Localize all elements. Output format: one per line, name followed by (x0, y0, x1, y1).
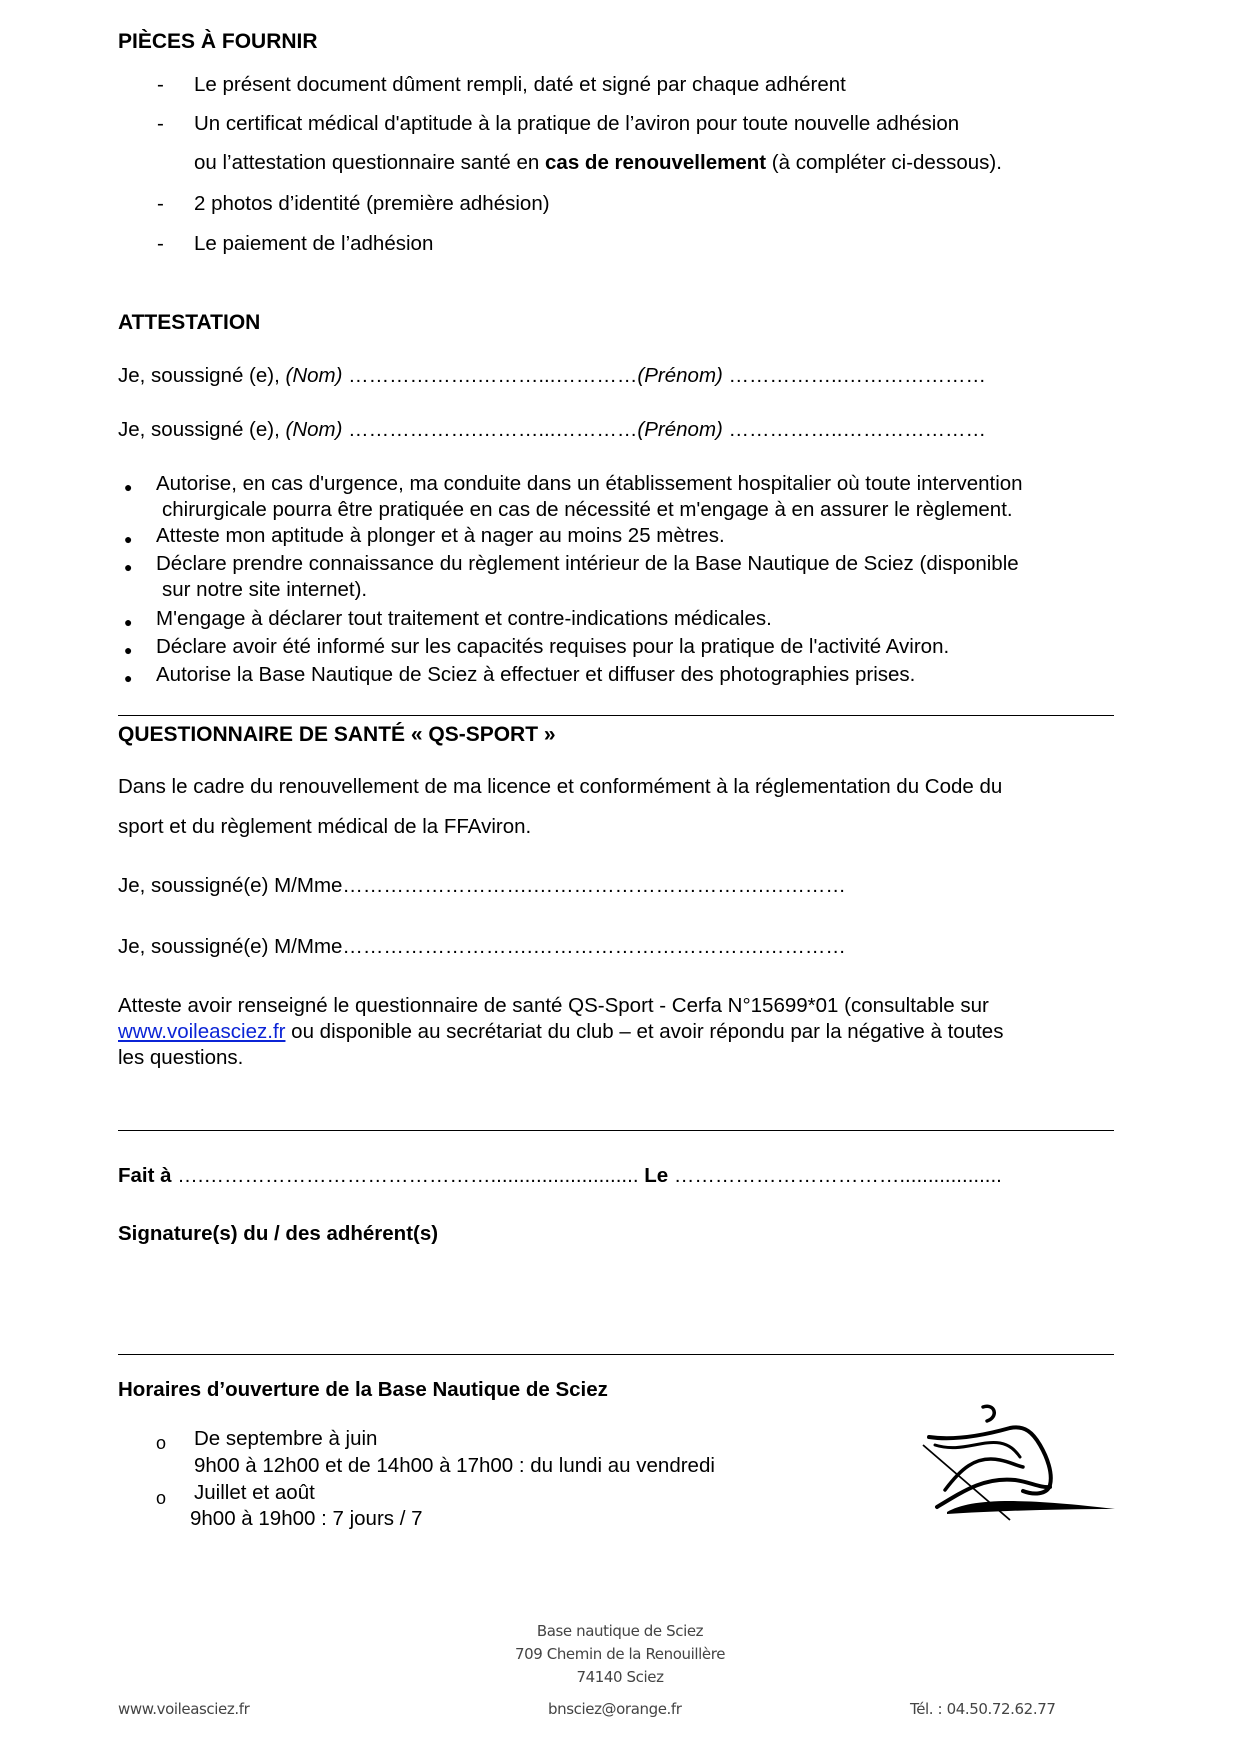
attestation-title: ATTESTATION (118, 311, 261, 334)
footer-address: 709 Chemin de la Renouillère (514, 1645, 726, 1663)
bullet-icon: ● (124, 559, 133, 575)
pieces-item: Un certificat médical d'aptitude à la pratique de l’aviron pour toute nouvelle adhésion (194, 112, 960, 135)
dash-marker: - (157, 232, 164, 255)
text: Je, soussigné (e), (118, 418, 286, 441)
text: ou l’attestation questionnaire santé en (194, 151, 546, 174)
fait-field[interactable]: ….…………………………………….......................... (171, 1164, 639, 1187)
nom-field[interactable]: ……………….………...………… (342, 364, 638, 387)
dash-marker: - (157, 192, 164, 215)
rower-logo-icon (915, 1395, 1130, 1530)
questionnaire-intro: Dans le cadre du renouvellement de ma licence et conformément à la réglementation du Code du (118, 775, 1003, 798)
footer-city: 74140 Sciez (576, 1668, 664, 1686)
signer-field-1[interactable]: Je, soussigné(e) M/Mme……………………….…………………………….………… (118, 874, 846, 897)
le-label: Le (638, 1164, 669, 1187)
nom-label: (Nom) (285, 418, 343, 441)
bullet-icon: ● (124, 531, 133, 547)
footer-phone: Tél. : 04.50.72.62.77 (910, 1700, 1056, 1718)
section-divider (118, 1354, 1114, 1355)
prenom-label: (Prénom) (637, 418, 723, 441)
text: ou disponible au secrétariat du club – et avoir répondu par la négative à toutes (285, 1020, 1004, 1043)
footer-org: Base nautique de Sciez (536, 1622, 704, 1640)
bullet-icon: ● (124, 642, 133, 658)
questionnaire-intro-continuation: sport et du règlement médical de la FFAviron. (118, 815, 532, 838)
bullet-icon: ● (124, 670, 133, 686)
pieces-title: PIÈCES À FOURNIR (118, 30, 318, 53)
attestation-item: Déclare prendre connaissance du règlement intérieur de la Base Nautique de Sciez (disponible (156, 552, 1019, 575)
dash-marker: - (157, 73, 164, 96)
prenom-label: (Prénom) (637, 364, 723, 387)
nom-field[interactable]: ……………….………...………… (342, 418, 638, 441)
section-divider (118, 1130, 1114, 1131)
signer-field-2[interactable]: Je, soussigné(e) M/Mme……………………….…………………………….………… (118, 935, 846, 958)
attestation-item: Déclare avoir été informé sur les capacités requises pour la pratique de l'activité Aviron. (156, 635, 950, 658)
pieces-item: 2 photos d’identité (première adhésion) (194, 192, 550, 215)
hours-title: Horaires d’ouverture de la Base Nautique de Sciez (118, 1378, 608, 1401)
nom-label: (Nom) (285, 364, 343, 387)
signature-label: Signature(s) du / des adhérent(s) (118, 1222, 439, 1245)
questionnaire-attest: Atteste avoir renseigné le questionnaire de santé QS-Sport - Cerfa N°15699*01 (consultable sur (118, 994, 989, 1017)
text: Je, soussigné (e), (118, 364, 286, 387)
attestation-item: M'engage à déclarer tout traitement et contre-indications médicales. (156, 607, 772, 630)
questionnaire-attest-line-2 (118, 1020, 1003, 1044)
hours-period: Juillet et août (194, 1481, 315, 1504)
questionnaire-attest-line-3: les questions. (118, 1046, 244, 1069)
text: (à compléter ci-dessous). (766, 151, 1002, 174)
questionnaire-title: QUESTIONNAIRE DE SANTÉ « QS-SPORT » (118, 723, 556, 746)
circle-bullet-icon: o (156, 1433, 167, 1453)
date-field[interactable]: …………………………….................. (668, 1164, 1002, 1187)
attestation-name-line-1 (118, 364, 986, 388)
fait-label: Fait à (118, 1164, 172, 1187)
pieces-item: Le présent document dûment rempli, daté et signé par chaque adhérent (194, 73, 846, 96)
bullet-icon: ● (124, 479, 133, 495)
emphasis-text: cas de renouvellement (545, 151, 767, 174)
attestation-name-line-2 (118, 418, 986, 442)
circle-bullet-icon: o (156, 1488, 167, 1508)
footer-website[interactable]: www.voileasciez.fr (118, 1700, 250, 1718)
bullet-icon: ● (124, 614, 133, 630)
attestation-item-continuation: sur notre site internet). (162, 578, 368, 601)
website-link[interactable]: www.voileasciez.fr (118, 1020, 286, 1043)
footer-email[interactable]: bnsciez@orange.fr (548, 1700, 682, 1718)
attestation-item: Autorise la Base Nautique de Sciez à effectuer et diffuser des photographies prises. (156, 663, 916, 686)
dash-marker: - (157, 112, 164, 135)
hours-period: De septembre à juin (194, 1427, 378, 1450)
prenom-field[interactable]: ……………..………………… (722, 364, 986, 387)
fait-le-line (118, 1164, 1002, 1188)
hours-period-detail: 9h00 à 12h00 et de 14h00 à 17h00 : du lundi au vendredi (194, 1454, 715, 1477)
pieces-item-continuation (194, 151, 1002, 175)
section-divider (118, 715, 1114, 716)
attestation-item: Autorise, en cas d'urgence, ma conduite dans un établissement hospitalier où toute intervention (156, 472, 1023, 495)
attestation-item-continuation: chirurgicale pourra être pratiquée en cas de nécessité et m'engage à en assurer le règlement. (162, 498, 1013, 521)
prenom-field[interactable]: ……………..………………… (722, 418, 986, 441)
hours-period-detail: 9h00 à 19h00 : 7 jours / 7 (190, 1507, 423, 1530)
attestation-item: Atteste mon aptitude à plonger et à nager au moins 25 mètres. (156, 524, 725, 547)
pieces-item: Le paiement de l’adhésion (194, 232, 434, 255)
